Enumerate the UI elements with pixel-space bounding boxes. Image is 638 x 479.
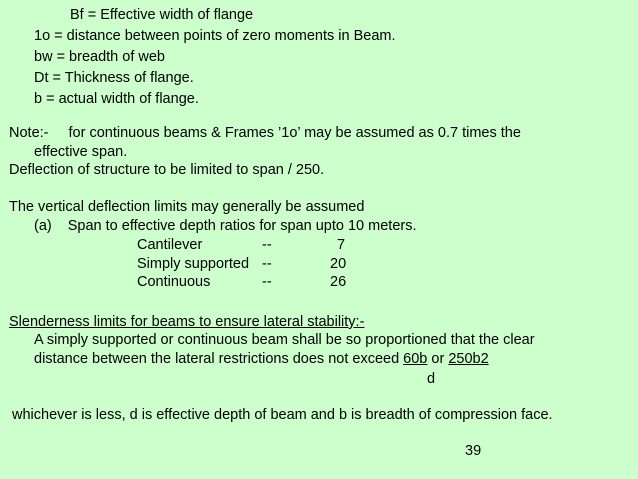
row-value: 26 <box>330 274 347 290</box>
row-type: Cantilever <box>137 237 203 253</box>
footer-note: whichever is less, d is effective depth of beam and b is breadth of compression face. <box>12 407 553 423</box>
def-lo: 1o = distance between points of zero moments in Beam. <box>34 28 396 44</box>
row-type: Simply supported <box>137 256 250 272</box>
or-text: or <box>427 351 449 367</box>
def-b: b = actual width of flange. <box>34 91 199 107</box>
vertical-item <box>34 217 417 235</box>
slenderness-line-1: A simply supported or continuous beam shall be so proportioned that the clear <box>34 332 535 348</box>
slenderness-heading: Slenderness limits for beams to ensure lateral stability:- <box>9 314 365 330</box>
row-value: 20 <box>330 256 347 272</box>
row-sep: -- <box>262 237 272 253</box>
slenderness-prefix: distance between the lateral restrictions does not exceed <box>34 351 404 367</box>
fraction-denominator: d <box>427 371 436 387</box>
row-sep: -- <box>262 274 272 290</box>
row-sep: -- <box>262 256 272 272</box>
limit-250b2: 250b2 <box>448 351 489 367</box>
vertical-intro: The vertical deflection limits may generally be assumed <box>9 199 365 215</box>
def-bw: bw = breadth of web <box>34 49 165 65</box>
page-number: 39 <box>465 443 482 459</box>
deflection-limit: Deflection of structure to be limited to span / 250. <box>9 162 325 178</box>
item-text: Span to effective depth ratios for span upto 10 meters. <box>67 218 417 234</box>
note-line <box>9 124 521 142</box>
limit-60b: 60b <box>403 351 428 367</box>
note-text-2: effective span. <box>34 144 128 160</box>
note-text-1: for continuous beams & Frames ’1o’ may be assumed as 0.7 times the <box>68 125 521 141</box>
def-dt: Dt = Thickness of flange. <box>34 70 194 86</box>
item-label: (a) <box>34 218 52 234</box>
row-type: Continuous <box>137 274 211 290</box>
row-value: 7 <box>337 237 346 253</box>
note-label: Note:- <box>9 125 49 141</box>
slenderness-line-2 <box>34 350 489 368</box>
def-bf: Bf = Effective width of flange <box>70 7 254 23</box>
